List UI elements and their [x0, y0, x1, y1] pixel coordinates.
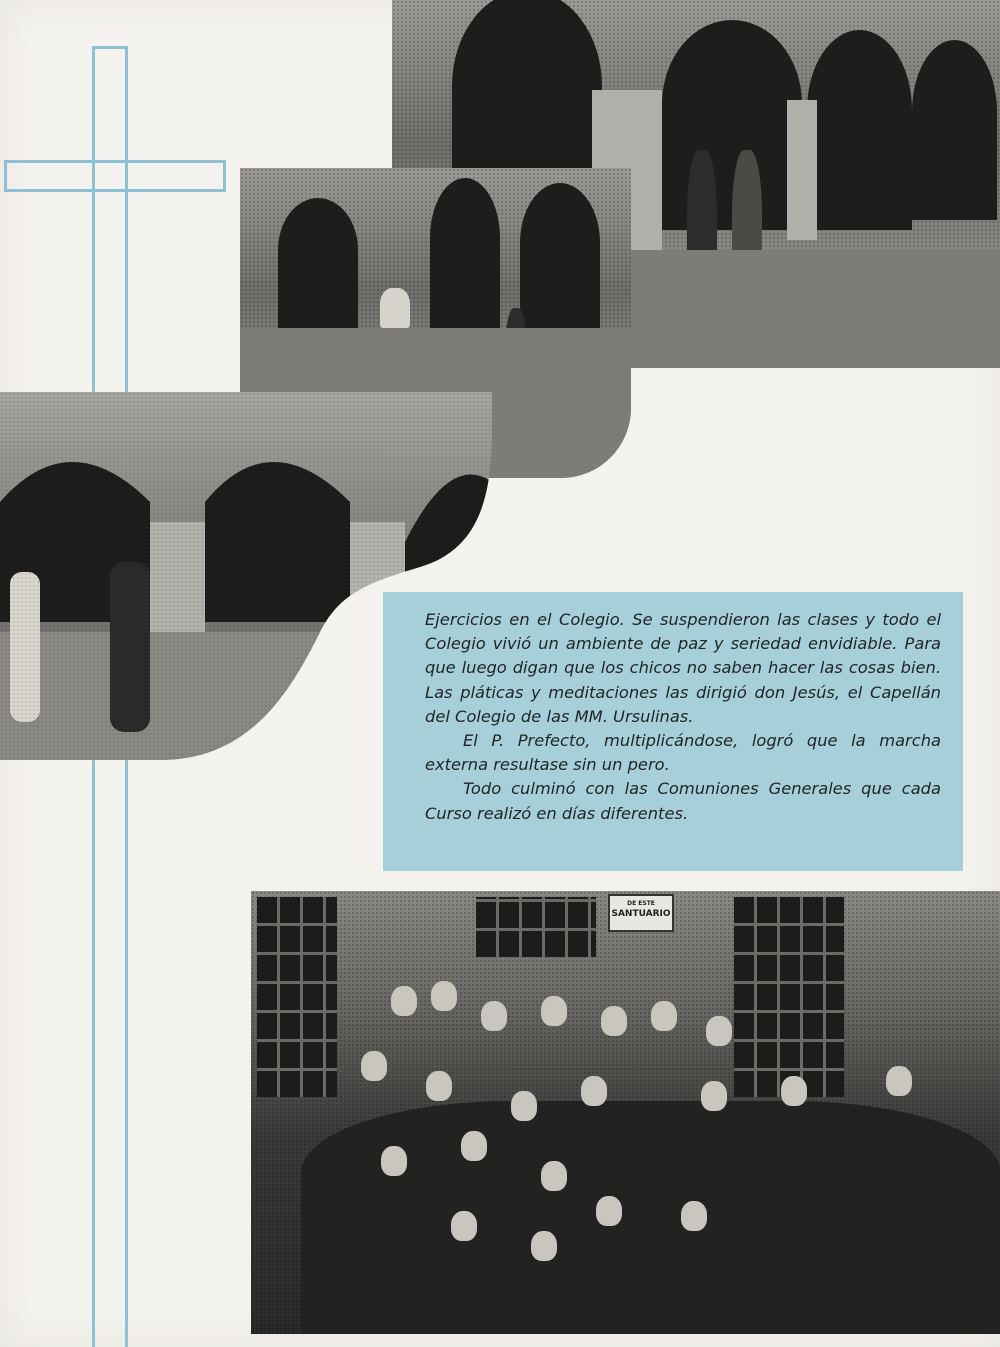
photo-face — [701, 1081, 727, 1111]
photo-face — [511, 1091, 537, 1121]
photo-arch — [278, 198, 358, 328]
photo-person — [380, 288, 410, 328]
photo-face — [431, 981, 457, 1011]
photo-crowd — [301, 1101, 1000, 1334]
photo-face — [481, 1001, 507, 1031]
photo-face — [706, 1016, 732, 1046]
photo-window — [476, 897, 596, 957]
sign-main-text: SANTUARIO — [611, 909, 671, 919]
photo-face — [581, 1076, 607, 1106]
cross-center — [95, 163, 125, 189]
photo-face — [681, 1201, 707, 1231]
photo-window — [734, 897, 844, 1097]
photo-face — [651, 1001, 677, 1031]
photo-face — [461, 1131, 487, 1161]
sign-santuario — [608, 894, 674, 932]
sign-small-text: DE ESTE — [627, 900, 655, 907]
photo-face — [381, 1146, 407, 1176]
photo-arch — [807, 30, 912, 230]
caption-paragraph-1: Ejercicios en el Colegio. Se suspendieron las clases y todo el Colegio vivió un ambiente de paz y seriedad envidiable. Para que luego digan que los chicos no saben hacer las cosas bien. Las pláticas y meditaciones las dirigió don Jesús, el Capellán del Colegio de las MM. Ursulinas. — [425, 610, 941, 726]
photo-pillar — [787, 100, 817, 240]
photo-face — [541, 1161, 567, 1191]
photo-face — [361, 1051, 387, 1081]
photo-arch — [912, 40, 997, 220]
photo-group-students — [251, 891, 1000, 1334]
photo-face — [426, 1071, 452, 1101]
caption-paragraph-3: Todo culminó con las Comuniones Generales que cada Curso realizó en días diferentes. — [425, 779, 941, 823]
photo-face — [601, 1006, 627, 1036]
photo-face — [391, 986, 417, 1016]
photo-face — [531, 1231, 557, 1261]
photo-face — [781, 1076, 807, 1106]
photo-face — [541, 996, 567, 1026]
photo-arch — [520, 183, 600, 333]
photo-face — [886, 1066, 912, 1096]
photo-arch — [430, 178, 500, 328]
photo-window — [257, 897, 337, 1097]
caption-box — [383, 592, 963, 871]
caption-paragraph-2: El P. Prefecto, multiplicándose, logró que la marcha externa resultase sin un pero. — [425, 731, 941, 775]
photo-face — [451, 1211, 477, 1241]
photo-face — [596, 1196, 622, 1226]
